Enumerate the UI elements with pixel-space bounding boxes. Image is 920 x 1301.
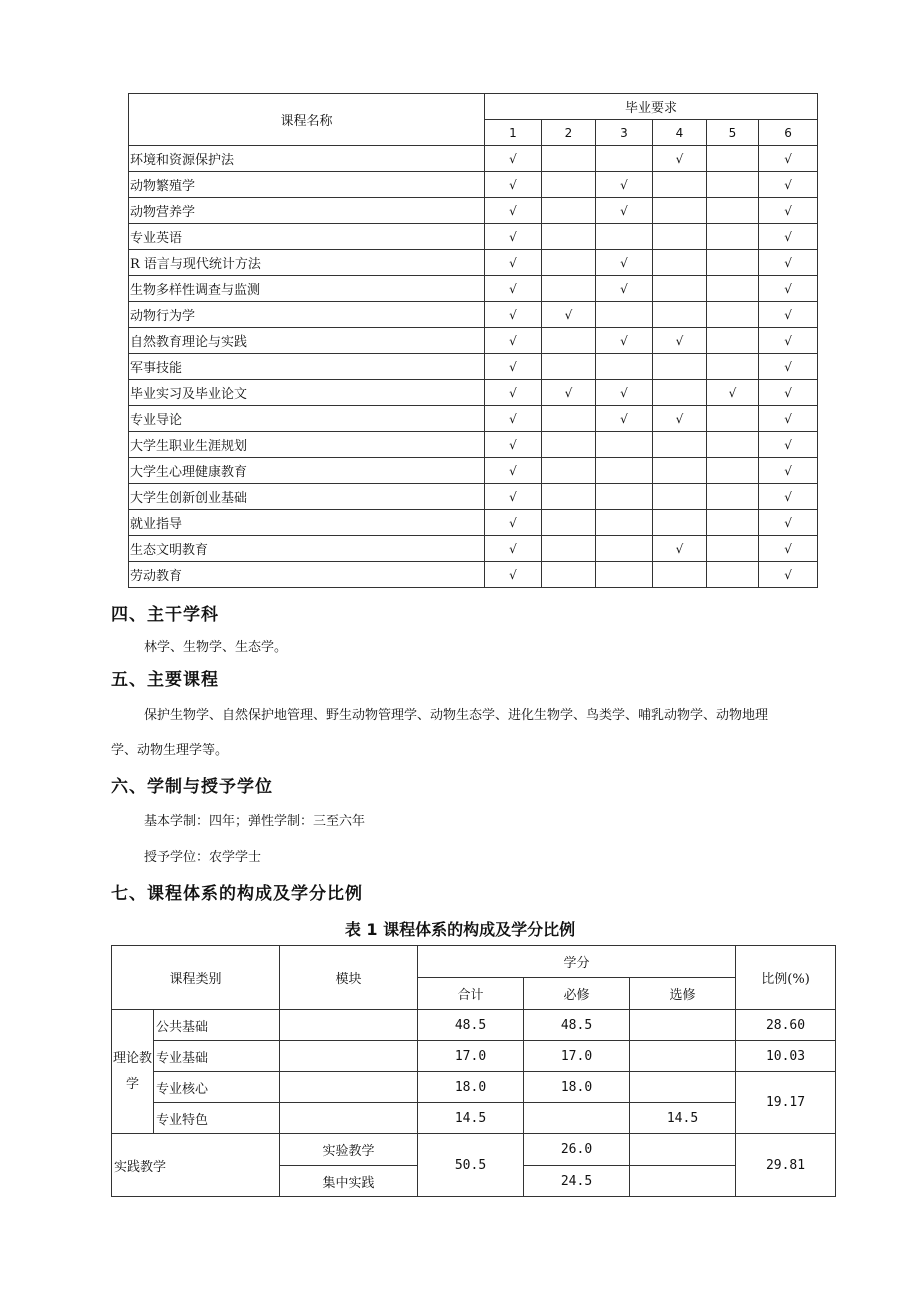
requirement-check-cell: √ [485,250,542,276]
requirement-check-cell: √ [759,250,818,276]
requirement-check-cell [707,484,759,510]
requirement-check-cell [707,432,759,458]
degree-text: 授予学位：农学学士 [144,850,262,865]
requirement-check-cell [542,510,596,536]
requirement-check-cell [653,510,707,536]
requirement-check-cell: √ [759,172,818,198]
elective-header: 选修 [630,978,736,1010]
requirement-check-cell [542,562,596,588]
requirement-check-cell: √ [596,406,653,432]
practice-elective [630,1166,736,1197]
requirement-check-cell: √ [485,198,542,224]
requirement-check-cell: √ [596,328,653,354]
requirement-check-cell [596,146,653,172]
practice-required: 24.5 [524,1166,630,1197]
course-name-cell: 动物营养学 [129,198,485,224]
course-row [129,458,818,484]
requirement-check-cell: √ [707,380,759,406]
requirement-check-cell [596,536,653,562]
theory-teaching-label: 理论教学 [112,1010,154,1134]
requirement-check-cell [542,406,596,432]
requirement-check-cell: √ [485,146,542,172]
requirement-check-cell [653,224,707,250]
requirement-check-cell: √ [485,224,542,250]
requirement-check-cell: √ [759,302,818,328]
requirement-check-cell: √ [485,432,542,458]
course-row [129,328,818,354]
practice-elective [630,1134,736,1166]
requirement-check-cell: √ [596,276,653,302]
course-row [129,250,818,276]
course-name-cell: 大学生创新创业基础 [129,484,485,510]
practice-teaching-label: 实践教学 [112,1134,280,1197]
requirement-check-cell [653,484,707,510]
requirement-check-cell: √ [653,406,707,432]
theory-row-total: 14.5 [418,1103,524,1134]
theory-row-name: 公共基础 [154,1010,280,1041]
requirement-check-cell: √ [542,380,596,406]
requirement-check-cell [707,562,759,588]
requirement-check-cell: √ [596,198,653,224]
requirement-check-cell [707,328,759,354]
course-row [129,354,818,380]
section-heading-major-disciplines: 四、主干学科 [111,605,219,625]
theory-row-module [280,1072,418,1103]
course-row [129,302,818,328]
requirement-check-cell [707,172,759,198]
course-name-cell: 就业指导 [129,510,485,536]
requirement-check-cell [542,172,596,198]
requirement-check-cell [653,458,707,484]
requirement-check-cell: √ [485,510,542,536]
section-heading-credit-structure: 七、课程体系的构成及学分比例 [111,884,363,904]
requirement-check-cell: √ [759,198,818,224]
theory-row-elective: 14.5 [630,1103,736,1134]
main-courses-text-line2: 学、动物生理学等。 [111,743,229,758]
requirement-check-cell [707,224,759,250]
theory-row-module [280,1103,418,1134]
requirement-check-cell: √ [759,458,818,484]
theory-row-name: 专业核心 [154,1072,280,1103]
course-name-cell: 动物行为学 [129,302,485,328]
requirement-check-cell [542,276,596,302]
requirement-check-cell: √ [596,250,653,276]
requirement-check-cell: √ [485,562,542,588]
requirement-check-cell [542,198,596,224]
theory-row-elective [630,1041,736,1072]
theory-row-required: 17.0 [524,1041,630,1072]
requirement-check-cell: √ [759,406,818,432]
core-feature-ratio: 19.17 [736,1072,836,1134]
course-name-cell: 专业英语 [129,224,485,250]
course-name-cell: 生态文明教育 [129,536,485,562]
requirement-check-cell [653,432,707,458]
course-name-cell: 生物多样性调查与监测 [129,276,485,302]
course-name-cell: 毕业实习及毕业论文 [129,380,485,406]
course-row [129,562,818,588]
requirement-check-cell: √ [485,484,542,510]
theory-row-total: 48.5 [418,1010,524,1041]
requirement-check-cell [653,276,707,302]
course-row [129,224,818,250]
practice-total: 50.5 [418,1134,524,1197]
course-row [129,406,818,432]
course-row [129,198,818,224]
requirement-check-cell [707,146,759,172]
theory-row-name: 专业特色 [154,1103,280,1134]
requirement-check-cell [596,484,653,510]
requirement-check-cell [653,354,707,380]
requirement-check-cell [596,432,653,458]
requirement-check-cell [596,562,653,588]
practice-module-name: 实验教学 [280,1134,418,1166]
requirement-check-cell [653,198,707,224]
requirement-check-cell: √ [759,224,818,250]
theory-row-elective [630,1072,736,1103]
requirement-check-cell: √ [653,328,707,354]
theory-row-ratio: 10.03 [736,1041,836,1072]
course-row [129,484,818,510]
theory-row-required: 48.5 [524,1010,630,1041]
course-name-cell: 劳动教育 [129,562,485,588]
required-header: 必修 [524,978,630,1010]
major-disciplines-text: 林学、生物学、生态学。 [144,640,288,655]
course-row [129,536,818,562]
course-name-cell: 军事技能 [129,354,485,380]
requirement-check-cell [707,250,759,276]
course-name-cell: 动物繁殖学 [129,172,485,198]
req-col-header: 2 [542,120,596,146]
module-header: 模块 [280,946,418,1010]
ratio-header: 比例(%) [736,946,836,1010]
requirement-check-cell [707,302,759,328]
section-heading-main-courses: 五、主要课程 [111,670,219,690]
req-col-header: 5 [707,120,759,146]
requirement-check-cell: √ [485,458,542,484]
requirement-check-cell: √ [485,172,542,198]
requirement-check-cell [542,536,596,562]
requirement-check-cell: √ [542,302,596,328]
course-name-cell: R 语言与现代统计方法 [129,250,485,276]
requirement-check-cell: √ [653,146,707,172]
requirement-check-cell: √ [596,172,653,198]
requirement-check-cell [542,146,596,172]
requirement-check-cell: √ [759,146,818,172]
requirement-check-cell [596,302,653,328]
course-row [129,172,818,198]
requirement-check-cell [707,276,759,302]
theory-row-required: 18.0 [524,1072,630,1103]
requirement-check-cell: √ [759,354,818,380]
course-row [129,276,818,302]
course-row [129,510,818,536]
section-heading-duration-degree: 六、学制与授予学位 [111,777,273,797]
requirement-check-cell [653,380,707,406]
theory-row-module [280,1010,418,1041]
requirement-check-cell [653,250,707,276]
course-row [129,146,818,172]
course-name-header: 课程名称 [129,94,485,146]
requirement-check-cell: √ [759,484,818,510]
req-col-header: 1 [485,120,542,146]
requirement-check-cell [542,432,596,458]
requirement-check-cell: √ [759,562,818,588]
category-header: 课程类别 [112,946,280,1010]
requirement-check-cell [542,224,596,250]
practice-required: 26.0 [524,1134,630,1166]
theory-row-total: 17.0 [418,1041,524,1072]
requirement-check-cell [707,510,759,536]
theory-row-required [524,1103,630,1134]
requirement-check-cell [596,458,653,484]
requirement-check-cell [542,354,596,380]
requirement-check-cell: √ [485,302,542,328]
requirement-check-cell: √ [759,536,818,562]
requirement-check-cell [542,484,596,510]
requirement-check-cell [707,198,759,224]
requirement-check-cell [707,406,759,432]
requirement-check-cell [653,562,707,588]
requirement-check-cell: √ [759,328,818,354]
requirement-check-cell: √ [759,276,818,302]
course-row [129,432,818,458]
requirement-check-cell: √ [485,536,542,562]
requirement-check-cell [707,354,759,380]
req-col-header: 6 [759,120,818,146]
requirement-check-cell [542,458,596,484]
credit-structure-table [111,945,836,1197]
requirement-check-cell: √ [485,354,542,380]
requirement-check-cell: √ [485,328,542,354]
requirement-check-cell [653,172,707,198]
requirement-check-cell [707,536,759,562]
practice-module-name: 集中实践 [280,1166,418,1197]
requirement-check-cell [542,250,596,276]
requirement-check-cell [596,510,653,536]
main-courses-text-line1: 保护生物学、自然保护地管理、野生动物管理学、动物生态学、进化生物学、鸟类学、哺乳动物学、动物地理 [144,708,769,723]
requirement-check-cell: √ [759,510,818,536]
requirement-check-cell: √ [759,380,818,406]
requirement-check-cell: √ [653,536,707,562]
requirement-check-cell [707,458,759,484]
duration-text: 基本学制：四年；弹性学制：三至六年 [144,814,366,829]
course-name-cell: 自然教育理论与实践 [129,328,485,354]
course-name-cell: 环境和资源保护法 [129,146,485,172]
theory-row-ratio: 28.60 [736,1010,836,1041]
credits-header: 学分 [418,946,736,978]
requirement-check-cell [653,302,707,328]
req-col-header: 4 [653,120,707,146]
requirement-check-cell: √ [485,380,542,406]
course-name-cell: 大学生心理健康教育 [129,458,485,484]
requirement-check-cell: √ [759,432,818,458]
credit-table-caption: 表 1 课程体系的构成及学分比例 [344,920,576,939]
requirement-check-cell [596,354,653,380]
graduation-requirements-table [128,93,818,588]
theory-row-elective [630,1010,736,1041]
course-row [129,380,818,406]
requirement-check-cell [596,224,653,250]
requirement-check-cell: √ [485,406,542,432]
course-name-cell: 专业导论 [129,406,485,432]
total-header: 合计 [418,978,524,1010]
req-col-header: 3 [596,120,653,146]
requirement-check-cell: √ [485,276,542,302]
course-name-cell: 大学生职业生涯规划 [129,432,485,458]
theory-row-name: 专业基础 [154,1041,280,1072]
requirement-check-cell [542,328,596,354]
practice-ratio: 29.81 [736,1134,836,1197]
theory-row-module [280,1041,418,1072]
grad-req-header: 毕业要求 [485,94,818,120]
requirement-check-cell: √ [596,380,653,406]
theory-row-total: 18.0 [418,1072,524,1103]
